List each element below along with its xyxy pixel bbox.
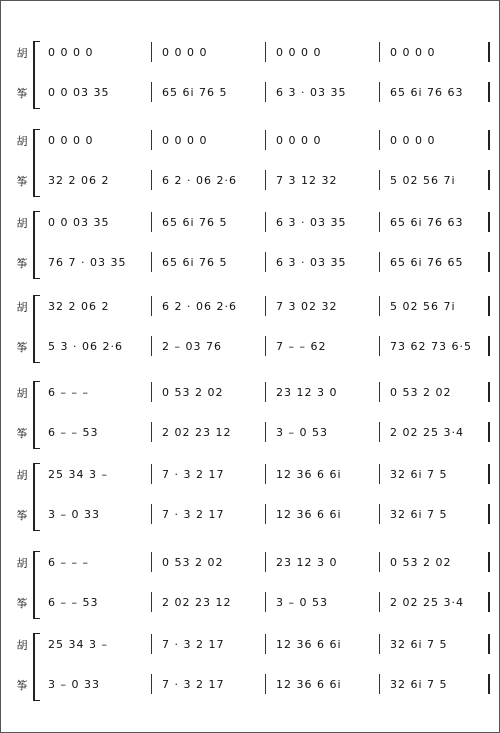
measure (266, 81, 380, 103)
score-system (1, 37, 500, 121)
measure-notes: 12 36 6 6i (276, 637, 342, 651)
instrument-label-zheng: 筝 (16, 427, 28, 440)
measure (266, 591, 380, 613)
measure-notes: 65 6i 76 63 (390, 215, 464, 229)
measure-notes: 0 0 0 0 (162, 45, 208, 59)
staff-hu (38, 551, 490, 573)
measure-notes: 0 0 0 0 (48, 45, 94, 59)
measure (152, 673, 266, 695)
measure (380, 129, 490, 151)
measure-notes: 25 34 3 – (48, 467, 108, 481)
measure (152, 381, 266, 403)
measure (266, 251, 380, 273)
measure-notes: 6 3 · 03 35 (276, 85, 347, 99)
measure-notes: 0 0 0 0 (390, 45, 436, 59)
measure-notes: 2 02 25 3·4 (390, 425, 464, 439)
measure-notes: 7 · 3 2 17 (162, 467, 225, 481)
staff-zheng (38, 81, 490, 103)
measure-notes: 3 – 0 53 (276, 595, 328, 609)
measure-notes: 32 2 06 2 (48, 173, 110, 187)
measure-notes: 65 6i 76 5 (162, 255, 228, 269)
instrument-label-hu: 胡 (16, 387, 28, 400)
measure-notes: 0 0 03 35 (48, 85, 110, 99)
measure-notes: 3 – 0 33 (48, 507, 100, 521)
staff-hu (38, 41, 490, 63)
measure (38, 295, 152, 317)
measure (38, 251, 152, 273)
measure (38, 633, 152, 655)
measure-notes: 7 · 3 2 17 (162, 507, 225, 521)
staff-hu (38, 463, 490, 485)
staff-zheng (38, 421, 490, 443)
measure-notes: 32 2 06 2 (48, 299, 110, 313)
measure-notes: 5 02 56 7i (390, 173, 456, 187)
measure-notes: 0 0 0 0 (48, 133, 94, 147)
measure-notes: 0 0 0 0 (390, 133, 436, 147)
measure-notes: 0 53 2 02 (390, 555, 452, 569)
measure-notes: 0 0 03 35 (48, 215, 110, 229)
measure-notes: 32 6i 7 5 (390, 677, 448, 691)
measure-notes: 32 6i 7 5 (390, 467, 448, 481)
measure (380, 591, 490, 613)
measure (266, 295, 380, 317)
instrument-label-hu: 胡 (16, 557, 28, 570)
instrument-label-zheng: 筝 (16, 257, 28, 270)
instrument-label-hu: 胡 (16, 639, 28, 652)
measure-notes: 5 3 · 06 2·6 (48, 339, 123, 353)
measure (380, 295, 490, 317)
staff-zheng (38, 169, 490, 191)
measure (380, 673, 490, 695)
staff-zheng (38, 335, 490, 357)
measure (38, 211, 152, 233)
measure (266, 41, 380, 63)
measure (380, 381, 490, 403)
staff-zheng (38, 251, 490, 273)
measure-notes: 0 0 0 0 (162, 133, 208, 147)
measure (380, 421, 490, 443)
measure-notes: 6 – – – (48, 385, 89, 399)
measure (152, 463, 266, 485)
measure-notes: 5 02 56 7i (390, 299, 456, 313)
measure (380, 551, 490, 573)
measure-notes: 65 6i 76 5 (162, 85, 228, 99)
measure (380, 335, 490, 357)
measure-notes: 7 – – 62 (276, 339, 327, 353)
measure (152, 503, 266, 525)
staff-zheng (38, 673, 490, 695)
instrument-label-hu: 胡 (16, 301, 28, 314)
score-system (1, 547, 500, 631)
measure-notes: 65 6i 76 65 (390, 255, 464, 269)
measure (38, 551, 152, 573)
measure (38, 381, 152, 403)
measure-notes: 6 – – 53 (48, 425, 99, 439)
measure (152, 421, 266, 443)
measure-notes: 32 6i 7 5 (390, 637, 448, 651)
instrument-label-zheng: 筝 (16, 509, 28, 522)
instrument-label-zheng: 筝 (16, 341, 28, 354)
measure (380, 503, 490, 525)
measure-notes: 25 34 3 – (48, 637, 108, 651)
measure (152, 211, 266, 233)
score-system (1, 125, 500, 209)
measure-notes: 32 6i 7 5 (390, 507, 448, 521)
measure-notes: 7 3 02 32 (276, 299, 338, 313)
instrument-label-zheng: 筝 (16, 175, 28, 188)
measure (152, 251, 266, 273)
measure-notes: 7 · 3 2 17 (162, 637, 225, 651)
instrument-label-zheng: 筝 (16, 679, 28, 692)
score-system (1, 459, 500, 543)
measure-notes: 23 12 3 0 (276, 555, 338, 569)
measure (266, 169, 380, 191)
measure-notes: 0 53 2 02 (162, 555, 224, 569)
measure (266, 211, 380, 233)
measure (266, 673, 380, 695)
measure-notes: 0 0 0 0 (276, 45, 322, 59)
measure-notes: 76 7 · 03 35 (48, 255, 127, 269)
measure (38, 41, 152, 63)
measure-notes: 12 36 6 6i (276, 467, 342, 481)
measure (38, 463, 152, 485)
score-system (1, 377, 500, 461)
measure-notes: 0 53 2 02 (162, 385, 224, 399)
measure-notes: 23 12 3 0 (276, 385, 338, 399)
measure-notes: 0 0 0 0 (276, 133, 322, 147)
score-system (1, 291, 500, 375)
measure-notes: 12 36 6 6i (276, 677, 342, 691)
measure (38, 421, 152, 443)
measure (266, 381, 380, 403)
measure-notes: 6 – – – (48, 555, 89, 569)
measure (380, 463, 490, 485)
measure (266, 421, 380, 443)
measure (152, 633, 266, 655)
score-system (1, 629, 500, 713)
staff-hu (38, 381, 490, 403)
staff-hu (38, 129, 490, 151)
measure-notes: 6 3 · 03 35 (276, 215, 347, 229)
measure-notes: 6 2 · 06 2·6 (162, 299, 237, 313)
measure (152, 551, 266, 573)
measure (152, 129, 266, 151)
measure (38, 129, 152, 151)
measure-notes: 6 2 · 06 2·6 (162, 173, 237, 187)
measure-notes: 2 02 25 3·4 (390, 595, 464, 609)
measure (38, 169, 152, 191)
measure (266, 463, 380, 485)
measure (380, 169, 490, 191)
measure (38, 673, 152, 695)
measure (38, 503, 152, 525)
measure-notes: 2 – 03 76 (162, 339, 222, 353)
measure-notes: 2 02 23 12 (162, 595, 232, 609)
measure (380, 211, 490, 233)
measure-notes: 2 02 23 12 (162, 425, 232, 439)
measure (38, 335, 152, 357)
instrument-label-hu: 胡 (16, 135, 28, 148)
measure (152, 295, 266, 317)
measure (152, 169, 266, 191)
measure (380, 251, 490, 273)
instrument-label-hu: 胡 (16, 469, 28, 482)
measure (380, 633, 490, 655)
instrument-label-hu: 胡 (16, 47, 28, 60)
measure (38, 591, 152, 613)
measure (152, 81, 266, 103)
measure (152, 335, 266, 357)
measure-notes: 7 3 12 32 (276, 173, 338, 187)
measure-notes: 6 3 · 03 35 (276, 255, 347, 269)
measure (266, 551, 380, 573)
measure-notes: 73 62 73 6·5 (390, 339, 472, 353)
measure (380, 81, 490, 103)
instrument-label-hu: 胡 (16, 217, 28, 230)
measure (266, 129, 380, 151)
instrument-label-zheng: 筝 (16, 87, 28, 100)
instrument-label-zheng: 筝 (16, 597, 28, 610)
staff-zheng (38, 503, 490, 525)
measure-notes: 7 · 3 2 17 (162, 677, 225, 691)
measure-notes: 65 6i 76 5 (162, 215, 228, 229)
score-system (1, 207, 500, 291)
staff-hu (38, 295, 490, 317)
measure-notes: 3 – 0 53 (276, 425, 328, 439)
measure-notes: 3 – 0 33 (48, 677, 100, 691)
measure-notes: 12 36 6 6i (276, 507, 342, 521)
staff-zheng (38, 591, 490, 613)
measure-notes: 6 – – 53 (48, 595, 99, 609)
staff-hu (38, 211, 490, 233)
measure-notes: 65 6i 76 63 (390, 85, 464, 99)
measure (266, 503, 380, 525)
measure (266, 335, 380, 357)
measure (38, 81, 152, 103)
measure (266, 633, 380, 655)
measure (380, 41, 490, 63)
measure-notes: 0 53 2 02 (390, 385, 452, 399)
measure (152, 591, 266, 613)
staff-hu (38, 633, 490, 655)
measure (152, 41, 266, 63)
